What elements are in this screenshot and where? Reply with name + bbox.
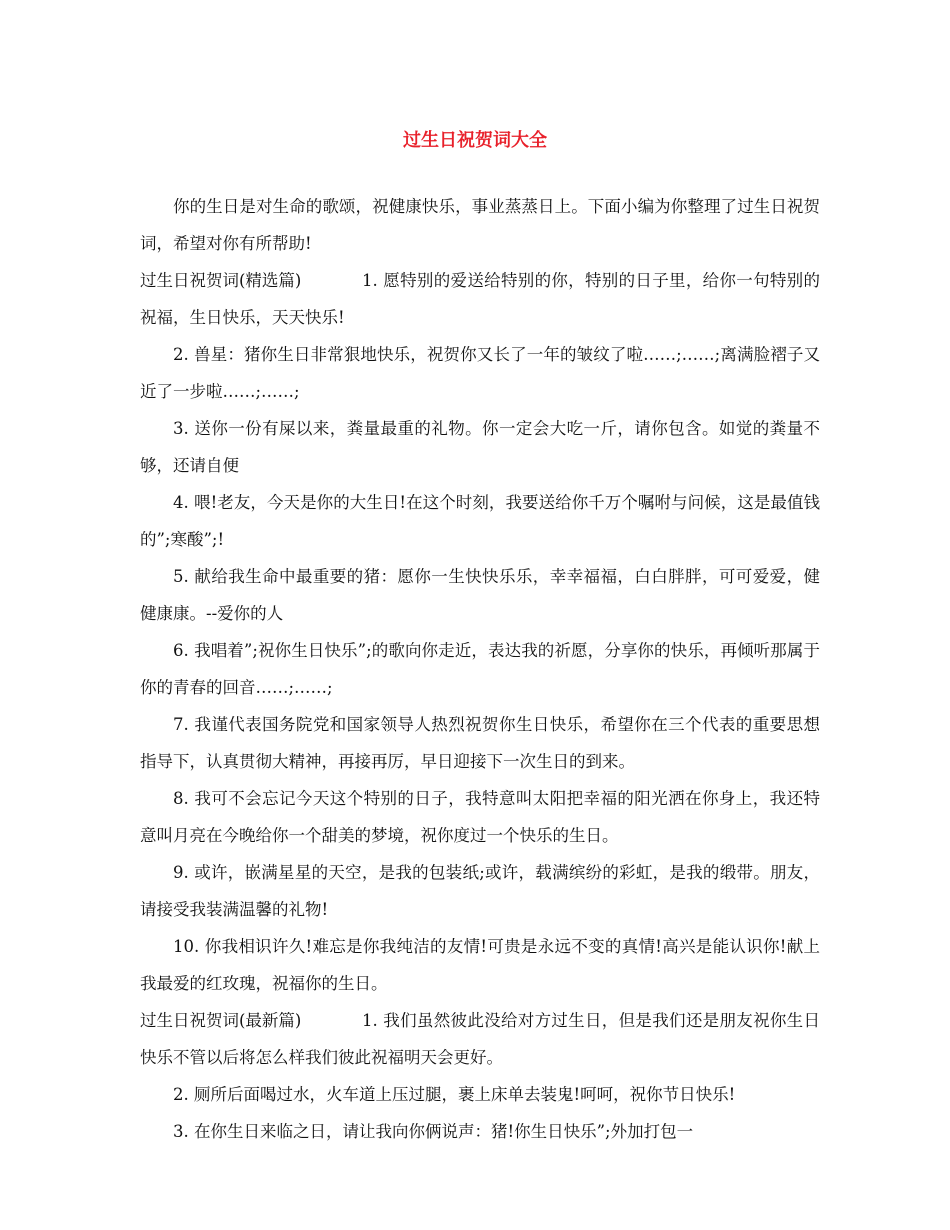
section2-item-1: 1. 我们虽然彼此没给对方过生日，但是我们还是朋友祝你生日快乐不管以后将怎么样我们彼此祝福明天会更好。 — [140, 1011, 820, 1067]
section2-first-paragraph — [140, 1002, 820, 1076]
section1-item-4: 4. 喂!老友，今天是你的大生日!在这个时刻，我要送给你千万个嘱咐与问候，这是最值钱的”;寒酸”;! — [140, 493, 820, 549]
section1-item-7: 7. 我谨代表国务院党和国家领导人热烈祝贺你生日快乐，希望你在三个代表的重要思想指导下，认真贯彻大精神，再接再厉，早日迎接下一次生日的到来。 — [140, 715, 820, 771]
section1-heading: 过生日祝贺词(精选篇) — [140, 271, 302, 290]
section1-item-3: 3. 送你一份有屎以来，粪量最重的礼物。你一定会大吃一斤，请你包含。如觉的粪量不够，还请自便 — [140, 419, 820, 475]
section2-item-2: 2. 厕所后面喝过水，火车道上压过腿，裹上床单去装鬼!呵呵，祝你节日快乐! — [173, 1085, 736, 1104]
document-title: 过生日祝贺词大全 — [403, 130, 547, 151]
section2-item-3: 3. 在你生日来临之日，请让我向你俩说声：猪!你生日快乐”;外加打包一 — [173, 1122, 694, 1141]
document-body — [140, 188, 820, 1150]
section1-item-6: 6. 我唱着”;祝你生日快乐”;的歌向你走近，表达我的祈愿，分享你的快乐，再倾听那属于你的青春的回音……;……; — [140, 641, 820, 697]
section1-item-10: 10. 你我相识许久!难忘是你我纯洁的友情!可贵是永远不变的真情!高兴是能认识你!献上我最爱的红玫瑰，祝福你的生日。 — [140, 937, 820, 993]
section1-item-2: 2. 兽星：猪你生日非常狠地快乐，祝贺你又长了一年的皱纹了啦……;……;离满脸褶子又近了一步啦……;……; — [140, 345, 820, 401]
section1-item-1: 1. 愿特别的爱送给特别的你，特别的日子里，给你一句特别的祝福，生日快乐，天天快乐! — [140, 271, 820, 327]
section1-first-paragraph — [140, 262, 820, 336]
section1-item-5: 5. 献给我生命中最重要的猪：愿你一生快快乐乐，幸幸福福，白白胖胖，可可爱爱，健健康康。--爱你的人 — [140, 567, 820, 623]
intro-paragraph: 你的生日是对生命的歌颂，祝健康快乐，事业蒸蒸日上。下面小编为你整理了过生日祝贺词，希望对你有所帮助! — [140, 197, 820, 253]
section1-item-8: 8. 我可不会忘记今天这个特别的日子，我特意叫太阳把幸福的阳光洒在你身上，我还特意叫月亮在今晚给你一个甜美的梦境，祝你度过一个快乐的生日。 — [140, 789, 820, 845]
section2-heading: 过生日祝贺词(最新篇) — [140, 1011, 302, 1030]
section1-item-9: 9. 或许，嵌满星星的天空，是我的包装纸;或许，载满缤纷的彩虹，是我的缎带。朋友，请接受我装满温馨的礼物! — [140, 863, 820, 919]
